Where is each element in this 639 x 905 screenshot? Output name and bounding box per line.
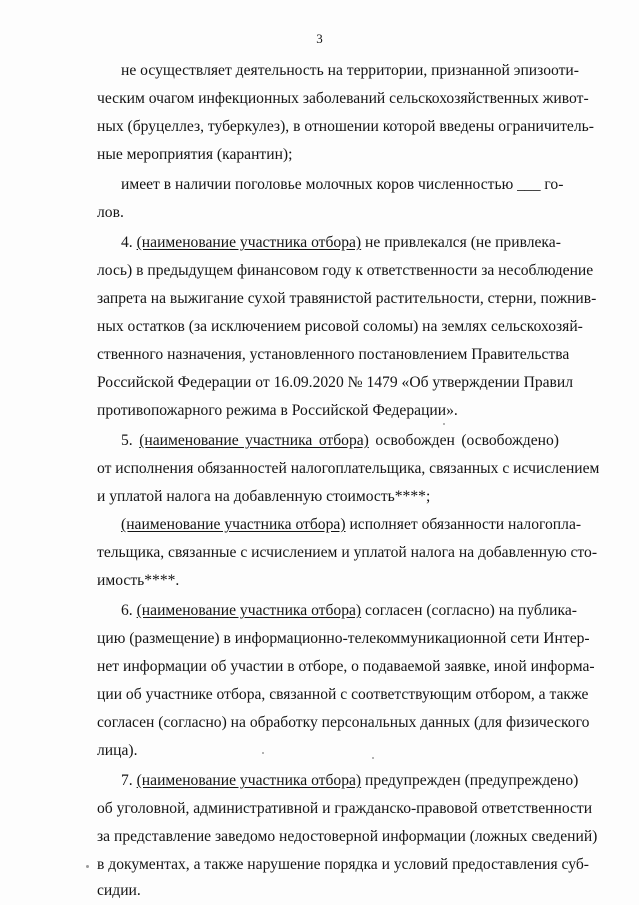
paragraph-6-line-4: ции об участнике отбора, связанной с соответствующим отбором, а также [97,686,589,703]
paragraph-4-number: 4. [121,234,133,251]
paragraph-4-line-1 [121,233,559,253]
paragraph-6-line-2: цию (размещение) в информационно-телекоммуникационной сети Интер- [97,630,590,647]
paragraph-6-number: 6. [121,602,133,619]
participant-name-placeholder: (наименование участника отбора) [136,234,362,251]
paragraph-7-line-5: сидии. [97,882,141,899]
paragraph-epizootic-line-3: ных (бруцеллез, туберкулез), в отношении которой введены ограничитель- [97,118,594,135]
paragraph-5b-line-1 [121,515,582,535]
paragraph-6-line-5: согласен (согласно) на обработку персональных данных (для физического [97,714,590,731]
paragraph-7-line-2: об уголовной, административной и гражданско-правовой ответственности [97,800,593,817]
paragraph-5-number: 5. [121,432,133,449]
paragraph-7-line-3: за представление заведомо недостоверной информации (ложных сведений) [97,828,598,845]
paragraph-4-line-4: ных остатков (за исключением рисовой соломы) на землях сельскохозяй- [97,318,583,335]
scan-speck [262,752,264,754]
paragraph-4-line-1-rest: не привлекался (не привлека- [365,234,561,251]
paragraph-7-line-1 [121,771,579,791]
paragraph-livestock-line-1: имеет в наличии поголовье молочных коров численностью ___ го- [121,176,564,193]
paragraph-4-line-3: запрета на выжигание сухой травянистой растительности, стерни, пожнив- [97,290,597,307]
paragraph-5-line-2: от исполнения обязанностей налогоплательщика, связанных с исчислением [97,460,600,477]
scan-speck [86,865,89,868]
paragraph-livestock-line-2: лов. [97,204,124,221]
paragraph-7-line-1-rest: предупрежден (предупреждено) [365,772,579,789]
paragraph-6-line-6: лица). [97,742,138,759]
paragraph-5-line-1 [121,431,559,451]
paragraph-5-line-1-rest: освобожден (освобождено) [375,432,559,449]
paragraph-7-line-4: в документах, а также нарушение порядка и условий предоставления суб- [97,856,589,873]
paragraph-epizootic-line-1: не осуществляет деятельность на территории, признанной эпизооти- [121,62,579,79]
paragraph-5b-line-3: имость****. [97,572,180,589]
scan-speck [443,423,445,425]
paragraph-5b-line-1-rest: исполняет обязанности налогопла- [349,516,582,533]
paragraph-6-line-1 [121,601,577,621]
participant-name-placeholder: (наименование участника отбора) [121,516,346,533]
paragraph-5b-line-2: тельщика, связанные с исчислением и уплатой налога на добавленную сто- [97,544,598,561]
paragraph-5-line-3: и уплатой налога на добавленную стоимость****; [97,488,431,505]
paragraph-4-line-5: ственного назначения, установленного постановлением Правительства [97,346,570,363]
scan-speck [372,757,374,759]
participant-name-placeholder: (наименование участника отбора) [136,602,362,619]
paragraph-4-line-7: противопожарного режима в Российской Федерации». [97,402,458,419]
paragraph-6-line-3: нет информации об участии в отборе, о подаваемой заявке, иной информа- [97,658,595,675]
paragraph-4-line-2: лось) в предыдущем финансовом году к ответственности за несоблюдение [97,262,594,279]
paragraph-6-line-1-rest: согласен (согласно) на публика- [365,602,577,619]
page-number: 3 [316,31,323,46]
participant-name-placeholder: (наименование участника отбора) [136,772,362,789]
paragraph-epizootic-line-2: ческим очагом инфекционных заболеваний сельскохозяйственных живот- [97,90,589,107]
paragraph-epizootic-line-4: ные мероприятия (карантин); [97,146,293,163]
paragraph-7-number: 7. [121,772,133,789]
participant-name-placeholder: (наименование участника отбора) [139,432,369,449]
paragraph-4-line-6: Российской Федерации от 16.09.2020 № 1479 «Об утверждении Правил [97,374,574,391]
